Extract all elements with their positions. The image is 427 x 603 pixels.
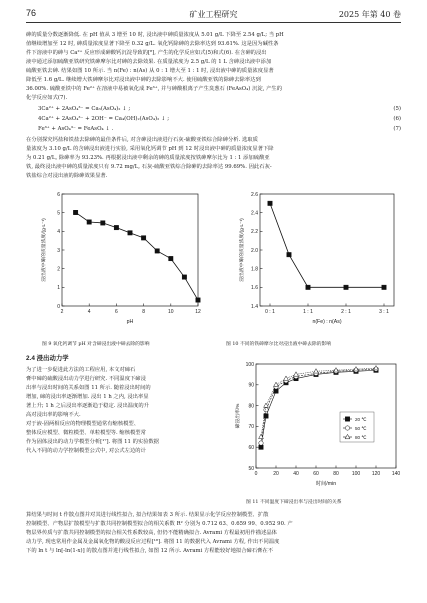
x-tick-label: 8 — [142, 309, 145, 315]
y-tick-label: 1.8 — [251, 266, 258, 273]
plot-frame — [256, 364, 396, 468]
y-tick-label: 2.4 — [251, 210, 258, 217]
x-tick-label: 80 — [333, 471, 339, 477]
section-heading: 2.4 浸出动力学 — [26, 355, 69, 362]
fig9-plot — [40, 192, 201, 325]
y-tick-label: 1.4 — [251, 303, 258, 310]
x-tick-label: 4 — [87, 309, 91, 315]
data-point — [274, 389, 278, 393]
y-tick-label: 1 — [57, 285, 60, 292]
legend-label: 80 ℃ — [355, 434, 367, 440]
y-tick-label: 0 — [57, 303, 60, 310]
data-point — [306, 285, 310, 289]
y-axis-label: 浸出液中砷的质量浓度/(g·L⁻¹) — [240, 218, 245, 282]
figure-11-caption: 图 11 不同温度下碲浸出率与浸出时间的关系 — [246, 500, 342, 505]
equation-text: 3Ca²⁺ + 2AsO₄³⁻ = Ca₃(AsO₄)₂ ↓ ; — [38, 106, 131, 112]
x-tick-label: 2 : 1 — [341, 309, 351, 315]
data-point — [259, 441, 263, 445]
equation-number: (5) — [393, 106, 401, 112]
y-tick-label: 100 — [245, 361, 254, 368]
text-line: 物层界传质与扩散共同控制模型的拟合相关性系数较高, 但仍不能精确拟合. Avrami 方程最初用作描述晶体 — [26, 530, 277, 537]
data-point — [284, 376, 289, 380]
data-point — [87, 220, 91, 224]
data-point — [314, 369, 319, 373]
equation-number: (6) — [393, 116, 401, 122]
data-point — [259, 445, 263, 449]
page-number: 76 — [26, 8, 37, 18]
x-tick-label: 120 — [371, 471, 381, 477]
y-tick-label: 1.6 — [251, 285, 258, 292]
text-line: 整体反应模型、微粒模型、单粒模型等. 缩核模型常 — [26, 430, 146, 437]
legend-marker — [345, 426, 349, 430]
y-tick-label: 6 — [57, 191, 60, 198]
text-line: 增加, 碲的浸出率逐渐增加. 浸出 1 h 之内, 浸出率显 — [26, 394, 149, 401]
x-axis-label: pH — [126, 319, 134, 325]
text-line: 在分别探究钙盐和铁盐去除砷的最佳条件后, 对含砷浸出液进行石灰-硫酸亚铁综合除砷分析. 选取质 — [26, 137, 258, 143]
data-point — [182, 275, 186, 279]
equation-number: (7) — [393, 126, 401, 132]
text-line: 铁盐综合对浸出液的除砷效果显著. — [26, 173, 108, 180]
data-point — [294, 372, 299, 376]
equation-6 — [26, 116, 401, 125]
text-line: 硫酸亚铁去砷. 结果如图 10 所示. 当 n(Fe) : n(As) 从 0 : 1 增大至 1 : 1 时, 浸出液中砷的质量浓度显著 — [26, 68, 274, 75]
text-line: 值继续增加至 12 时, 砷质量浓度显著下降至 0.32 g/L. 氧化钙除砷的去除率达到 93.61%. 这是因为碱性条 — [26, 41, 279, 48]
plot-frame — [62, 194, 198, 306]
text-line: 对于液-固两相反应的物理模型通常有缩核模型、 — [26, 421, 140, 428]
y-tick-label: 3 — [57, 247, 60, 254]
y-tick-label: 2 — [57, 266, 60, 273]
x-tick-label: 10 — [168, 309, 174, 315]
text-line: 量浓度为 3.10 g/L 的含砷浸出液进行实验, 采用氧化钙调节 pH 到 12 时浸出液中砷的质量浓度显著下降 — [26, 146, 274, 153]
text-line: 降低至 1.6 g/L. 继续增大铁砷摩尔比对浸出液中砷的去除影响不大. 使用硫酸亚铁的除砷去除率达到 — [26, 77, 261, 84]
figure-11-chart — [224, 358, 404, 496]
y-axis-label: 碲浸出率/% — [236, 403, 241, 429]
y-tick-label: 2.2 — [251, 229, 258, 236]
series-line — [270, 203, 384, 287]
equation-text: Fe³⁺ + AsO₄³⁻ = FeAsO₄ ↓ . — [38, 126, 114, 132]
series-line — [76, 212, 198, 300]
text-line: 36.00%. 硫酸亚铁中的 Fe²⁺ 在溶液中易被氧化成 Fe³⁺, 并与砷酸根离子产生臭葱石 (FeAsO₄) 沉淀, 产生的 — [26, 86, 283, 93]
x-tick-label: 60 — [313, 471, 319, 477]
x-tick-label: 1 : 1 — [303, 309, 313, 315]
text-line: 算结果与时间 t 作散点图并对其进行线性拟合, 拟合结果如表 3 所示. 结果显示化学反应控制模型、扩散 — [26, 512, 269, 518]
data-point — [169, 256, 173, 260]
data-point — [101, 221, 105, 225]
text-line: 控制模型、产物层扩散模型与扩散共同控制模型拟合的相关系数 R² 分别为 0.712 63、0.659 99、0.952 90. 产 — [26, 521, 293, 528]
text-line: 著上升; 1 h 之后浸出率逐渐趋于稳定. 浸出温度的升 — [26, 403, 149, 410]
legend-label: 20 ℃ — [355, 416, 367, 422]
data-point — [114, 225, 118, 229]
plot-frame — [260, 194, 394, 306]
body-paragraph-3 — [26, 511, 401, 556]
legend-label: 50 ℃ — [355, 425, 367, 431]
text-line: 代入不同的动力学控制模型公式中, 对公式左边的计 — [26, 448, 146, 455]
fig11-plot — [234, 362, 400, 487]
left-column-text — [26, 366, 216, 456]
y-tick-label: 2.0 — [251, 247, 258, 254]
x-tick-label: 12 — [195, 309, 201, 315]
x-tick-label: 40 — [293, 471, 299, 477]
y-tick-label: 60 — [248, 445, 254, 451]
data-point — [141, 236, 145, 240]
equation-5 — [26, 106, 401, 115]
figure-9-chart — [26, 188, 206, 336]
data-point — [264, 414, 268, 418]
text-line: 化学反应如式(7). — [26, 95, 68, 102]
x-tick-label: 3 : 1 — [379, 309, 389, 315]
figure-10-caption: 图 10 不同的铁砷摩尔比对浸出液中砷去除的影响 — [226, 342, 332, 347]
x-tick-label: 0 — [254, 471, 258, 477]
y-tick-label: 2.6 — [251, 191, 258, 198]
journal-name: 矿业工程研究 — [189, 10, 238, 19]
data-point — [73, 210, 77, 214]
y-tick-label: 4 — [57, 229, 60, 236]
equation-7 — [26, 126, 401, 135]
text-line: 下的 ln t 与 ln[-ln(1-x)] 的散点图并进行线性拟合, 如图 12 所示. Avrami 方程能较好地拟合碲石膏在不 — [26, 548, 274, 555]
y-tick-label: 5 — [57, 210, 60, 217]
data-point — [128, 231, 132, 235]
page-header — [26, 8, 401, 22]
text-line: 为了进一步促进此方法的工程应用, 本文对碲石 — [26, 367, 136, 373]
x-tick-label: 0 : 1 — [265, 309, 275, 315]
data-point — [382, 285, 386, 289]
text-line: 为 0.21 g/L, 除砷率为 93.23%. 再根据浸出液中剩余的砷的质量浓度按铁砷摩尔比为 1 : 1 添加硫酸亚 — [26, 155, 270, 162]
data-point — [264, 408, 268, 412]
data-point — [344, 285, 348, 289]
x-tick-label: 100 — [351, 471, 361, 477]
text-line: 砷的质量分数逐渐降低. 在 pH 值从 3 增至 10 时, 浸出液中砷质量浓度从 5.01 g/L 下降至 2.54 g/L; 当 pH — [26, 32, 284, 38]
text-line: 作为固体浸出的动力学模型分析[¹⁷]. 将图 11 的实验数据 — [26, 439, 160, 446]
x-tick-label: 6 — [115, 309, 118, 315]
body-paragraph-2 — [26, 136, 401, 181]
text-line: 件下溶液中的砷与 Ca²⁺ 反应形成砷酸钙沉淀导致的[⁸], 产生的化学反应如式(5)和式(6). 在含砷的浸出 — [26, 50, 267, 57]
data-point — [274, 382, 279, 386]
data-point — [196, 298, 200, 302]
y-tick-label: 50 — [248, 465, 254, 472]
y-tick-label: 70 — [248, 424, 254, 431]
data-point — [287, 252, 291, 256]
text-line: 高对浸出率的影响不大. — [26, 412, 81, 419]
x-tick-label: 2 — [60, 309, 64, 315]
y-tick-label: 80 — [248, 403, 254, 410]
text-line: 动力学, 现也常用作金属及金属氧化物的酸浸反应过程[¹⁸]. 将图 11 的数据代入 Avrami 方程, 作出不同温度 — [26, 539, 280, 546]
text-line: 出率与浸出时间的关系如图 11 所示. 随着浸出时间的 — [26, 385, 151, 392]
data-point — [268, 201, 272, 205]
x-tick-label: 20 — [273, 471, 279, 477]
figure-10-chart — [220, 188, 402, 336]
text-line: 液中通过添加硫酸亚铁研究铁砷摩尔比对砷的去除效果. 在质量浓度为 2.5 g/L 的 1 L 含砷浸出液中添加 — [26, 59, 272, 66]
x-axis-label: 时间/min — [315, 481, 337, 487]
legend-marker — [345, 417, 349, 421]
x-tick-label: 140 — [391, 471, 401, 477]
text-line: 膏中碲的硫酸浸出动力学进行研究. 不同温度下碲浸 — [26, 376, 146, 383]
data-point — [155, 249, 159, 253]
fig10-plot — [238, 192, 394, 325]
issue-info: 2025 年第 40 卷 — [338, 10, 401, 19]
figure-9-caption: 图 9 氧化钙调节 pH 对含砷浸出液中砷去除的影响 — [42, 342, 150, 347]
text-line: 铁, 最终浸出液中砷的质量浓度只有 9.72 mg/L, 石灰-硫酸亚铁综合除砷的去除率达 99.69%. 因此石灰- — [26, 164, 272, 171]
equation-text: 4Ca²⁺ + 2AsO₄³⁻ + 2OH⁻ = Ca₄(OH)₂(AsO₄)₂ ↓ ; — [38, 116, 170, 122]
x-axis-label: n(Fe) : n(As) — [312, 319, 342, 325]
body-paragraph-1 — [26, 31, 401, 103]
header-rule — [26, 22, 401, 23]
y-axis-label: 浸出液中砷的质量浓度/(g·L⁻¹) — [42, 218, 47, 282]
y-tick-label: 90 — [248, 382, 254, 389]
